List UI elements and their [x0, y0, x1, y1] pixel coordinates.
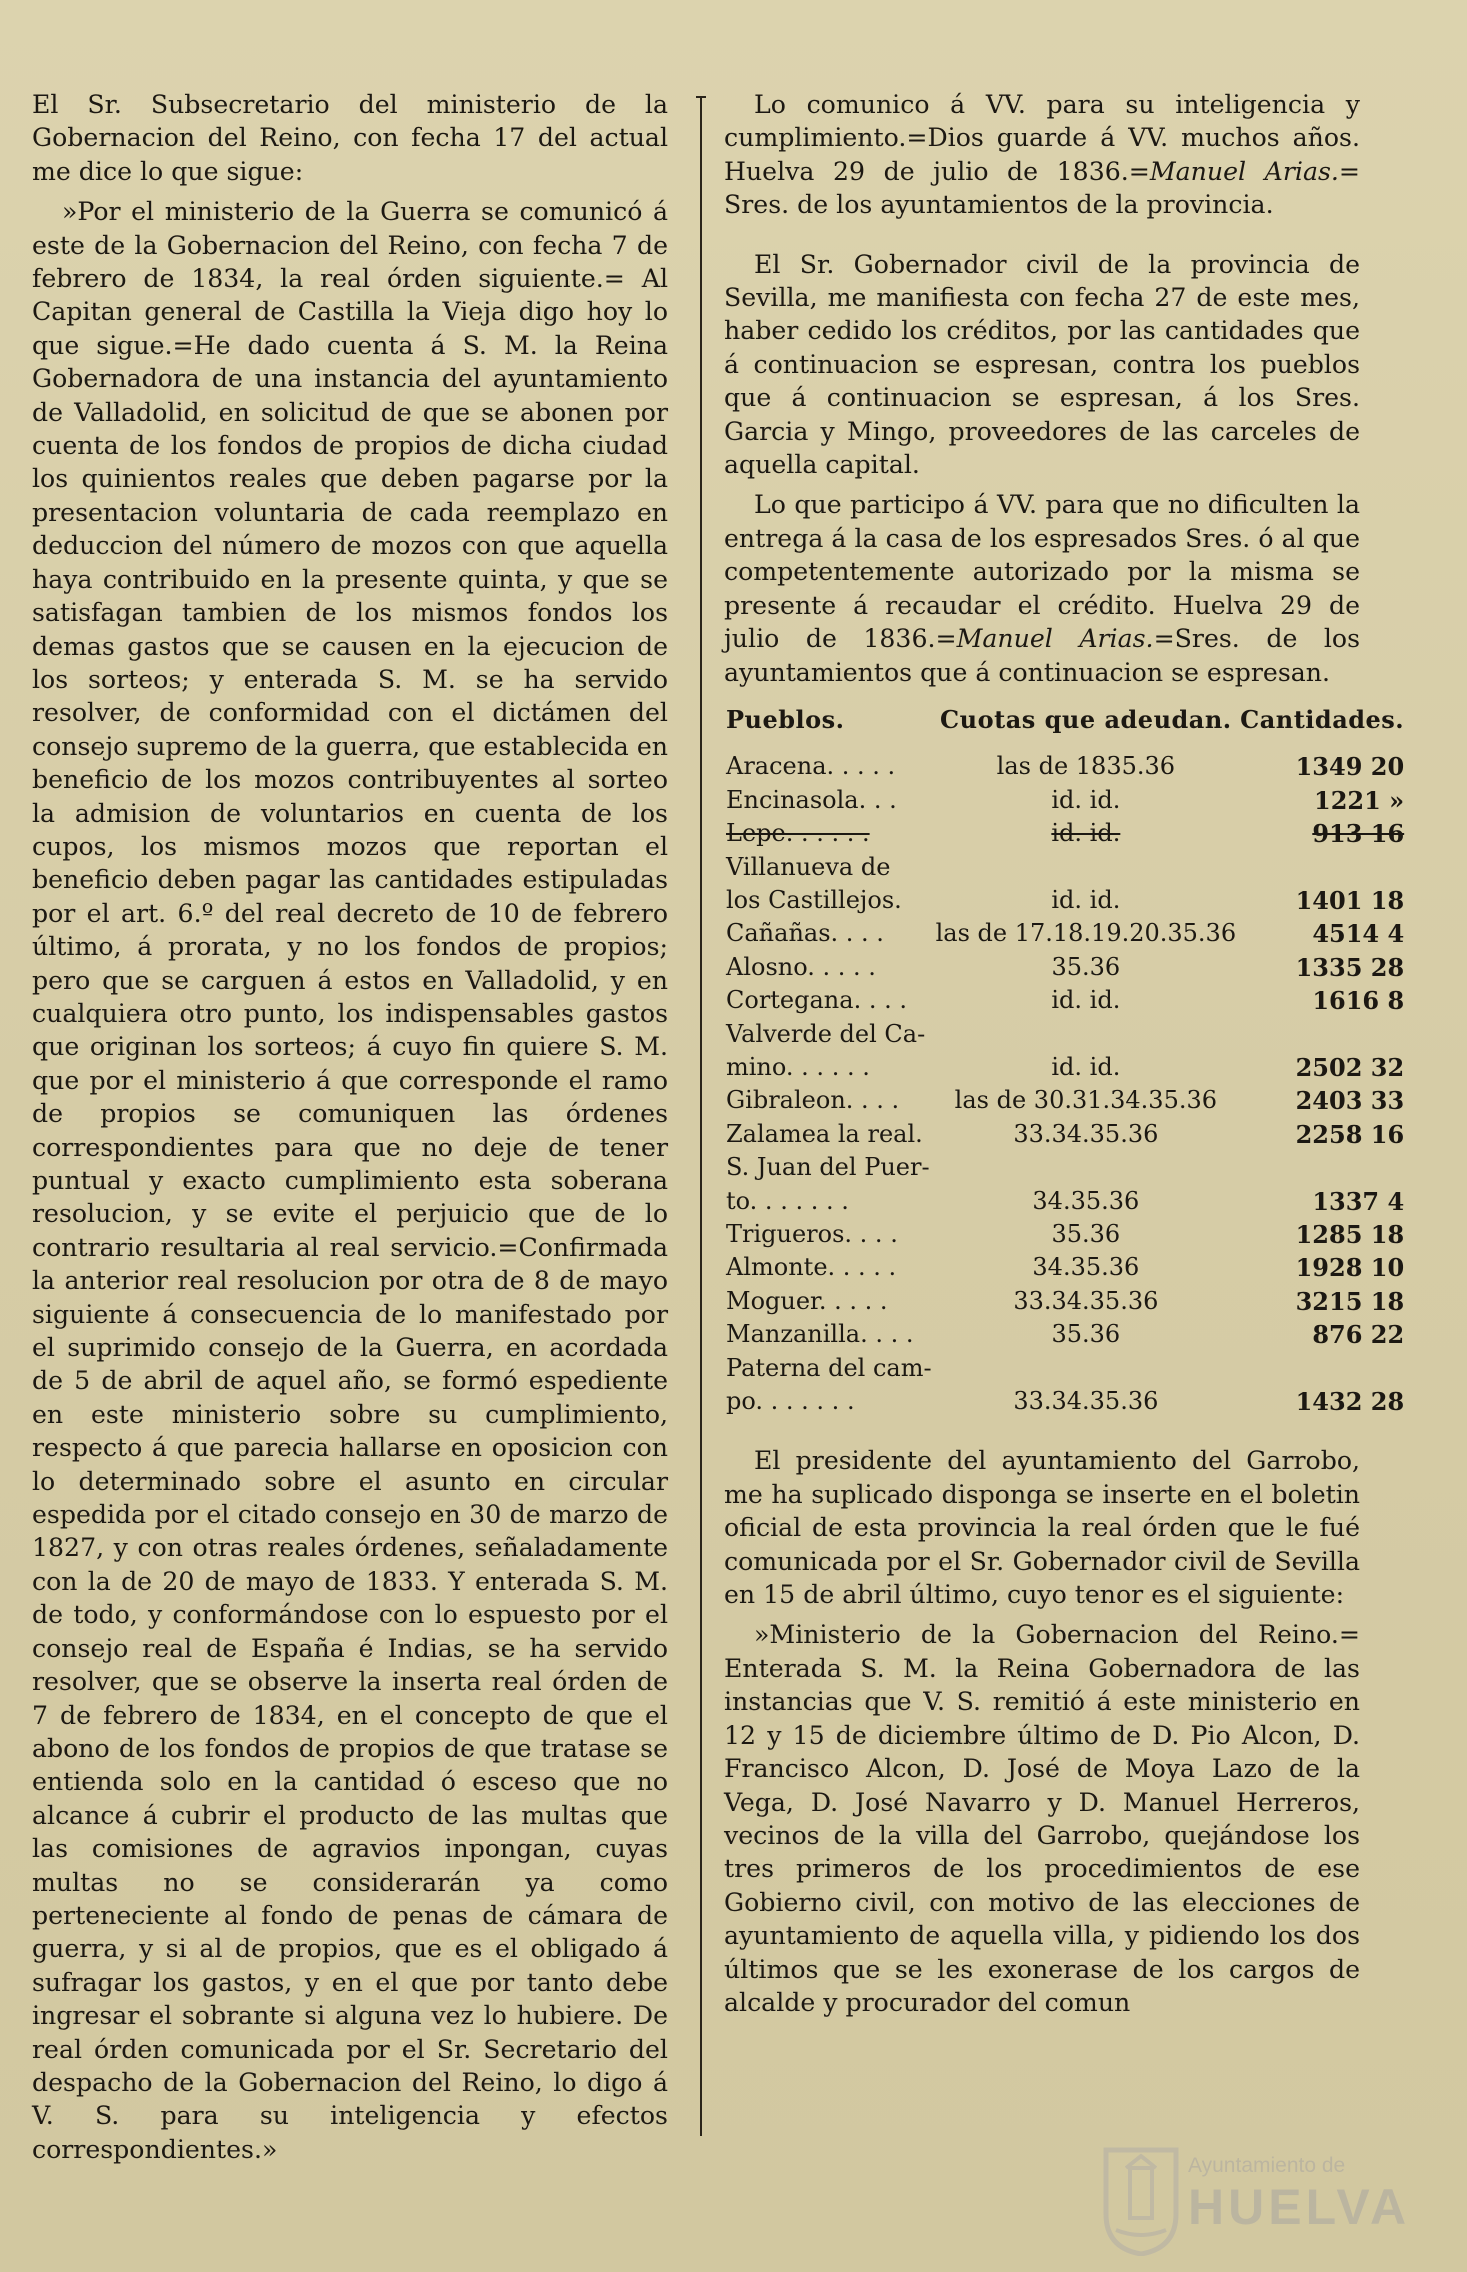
watermark-line-1: Ayuntamiento de	[1188, 2154, 1346, 2177]
table-row: Valverde del Ca-	[726, 1019, 926, 1048]
table-row: Lepe. . . . . . id. id. 913 16	[726, 819, 1405, 849]
watermark-logo	[1100, 2140, 1411, 2260]
left-paragraph-1: El Sr. Subsecretario del ministerio de la Gobernacion del Reino, con fecha 17 del actual me dice lo que sigue:	[32, 90, 668, 186]
left-column	[32, 88, 668, 2173]
table-row: Almonte. . . . . 34.35.36 1928 10	[726, 1253, 1405, 1283]
table-row: Trigueros. . . . 35.36 1285 18	[726, 1220, 1405, 1249]
header-cuotas: Cuotas que adeudan.	[940, 704, 1232, 734]
table-row: Manzanilla. . . . 35.36 876 22	[726, 1320, 1405, 1350]
table-row: po. . . . . . . 33.34.35.36 1432 28	[726, 1387, 1405, 1417]
signature-manuel-arias: Manuel Arias.	[1149, 156, 1339, 186]
table-row: Alosno. . . . . 35.36 1335 28	[726, 952, 1405, 982]
table-row: Cortegana. . . . id. id. 1616 8	[726, 986, 1405, 1016]
right-paragraph-4: El presidente del ayuntamiento del Garrobo, me ha suplicado disponga se inserte en el boletin oficial de esta provincia la real órden que le fué comunicada por el Sr. Gobernador civil de Sevilla en 15 de abril último, cuyo tenor es el siguiente:	[724, 1446, 1360, 1610]
right-paragraph-2: El Sr. Gobernador civil de la provincia de Sevilla, me manifiesta con fecha 27 de este mes, haber cedido los créditos, por las cantidades que á continuacion se espresan, contra los pueblos que á continuacion se espresan, á los Sres. Garcia y Mingo, proveedores de las carceles de aquella capital.	[724, 249, 1360, 480]
debt-table	[724, 699, 1406, 1419]
table-row: S. Juan del Puer-	[726, 1153, 930, 1182]
table-row: Paterna del cam-	[726, 1353, 932, 1382]
debt-table-header	[724, 699, 1406, 750]
right-paragraph-3: Lo que participo á VV. para que no dificulten la entrega á la casa de los espresados Sres. ó al que competentemente autorizado por la misma se presente á recaudar el crédito. Huelva 29 de julio de 1836.=Manuel Arias.=Sres. de los ayuntamientos que á continuacion se espresan.	[724, 490, 1361, 687]
table-row: Cañañas. . . . las de 17.18.19.20.35.36 4514 4	[726, 919, 1405, 949]
table-row: Aracena. . . . . las de 1835.36 1349 20	[726, 752, 1405, 782]
left-paragraph-2: »Por el ministerio de la Guerra se comunicó á este de la Gobernacion del Reino, con fecha 7 de febrero de 1834, la real órden siguiente.= Al Capitan general de Castilla la Vieja digo hoy lo que sigue.=He dado cuenta á S. M. la Reina Gobernadora de una instancia del ayuntamiento de Valladolid, en solicitud de que se abonen por cuenta de los fondos de propios de dicha ciudad los quinientos reales que deben pagarse por la presentacion voluntaria de cada reemplazo en deduccion del número de mozos con que aquella haya contribuido en la presente quinta, y que se satisfagan tambien de los mismos fondos los demas gastos que se causen en la ejecucion de los sorteos; y enterada S. M. se ha servido resolver, de conformidad con el dictámen del consejo supremo de la guerra, que establecida en beneficio de los mozos contribuyentes al sorteo la admision de voluntarios en cuenta de los cupos, los mismos mozos que reportan el beneficio deben pagar las cantidades estipuladas por el art. 6.º del real decreto de 10 de febrero último, á prorata, y no los fondos de propios; pero que se carguen á estos en Valladolid, y en cualquiera otro punto, los indispensables gastos que originan los sorteos; á cuyo fin quiere S. M. que por el ministerio á que corresponde el ramo de propios se comuniquen las órdenes correspondientes para que no deje de tener puntual y exacto cumplimiento esta soberana resolucion, y se evite el perjuicio que de lo contrario resultaria al real servicio.=Confirmada la anterior real resolucion por otra de 8 de mayo siguiente á consecuencia de lo manifestado por el suprimido consejo de la Guerra, en acordada de 5 de abril de aquel año, se formó espediente en este ministerio sobre su cumplimiento, respecto á que parecia hallarse en oposicion con lo determinado sobre el asunto en circular espedida por el citado consejo en 30 de marzo de 1827, y con otras reales órdenes, señaladamente con la de 20 de mayo de 1833. Y enterada S. M. de todo, y conformándose con lo espuesto por el consejo real de España é Indias, se ha servido resolver, que se observe la inserta real órden de 7 de febrero de 1834, en el concepto de que el abono de los fondos de propios de que tratase se entienda solo en la cantidad ó esceso que no alcance á cubrir el producto de las multas que las comisiones de agravios inpongan, cuyas multas no se considerarán ya como perteneciente al fondo de penas de cámara de guerra, y si al de propios, que es el obligado á sufragar los gastos, y en el que por tanto debe ingresar el sobrante si alguna vez lo hubiere. De real órden comunicada por el Sr. Secretario del despacho de la Gobernacion del Reino, lo digo á V. S. para su inteligencia y efectos correspondientes.»	[32, 197, 668, 2164]
signature-manuel-arias-2: Manuel Arias.	[956, 624, 1154, 654]
header-cantidades: Cantidades.	[1240, 704, 1405, 734]
table-row: Moguer. . . . . 33.34.35.36 3215 18	[726, 1286, 1405, 1316]
table-row: Zalamea la real. 33.34.35.36 2258 16	[726, 1119, 1405, 1149]
table-row: Encinasola. . . id. id. 1221 »	[726, 785, 1405, 815]
header-pueblos: Pueblos.	[726, 704, 845, 734]
table-row: los Castillejos. id. id. 1401 18	[726, 885, 1405, 915]
table-row: Gibraleon. . . . las de 30.31.34.35.36 2403 33	[726, 1086, 1405, 1116]
right-paragraph-1: Lo comunico á VV. para su inteligencia y cumplimiento.=Dios guarde á VV. muchos años. Huelva 29 de julio de 1836.=Manuel Arias.= Sres. de los ayuntamientos de la provincia.	[724, 90, 1360, 220]
table-row: mino. . . . . . id. id. 2502 32	[726, 1052, 1405, 1082]
watermark-line-2: HUELVA	[1188, 2179, 1411, 2235]
city-seal-icon	[1100, 2144, 1182, 2256]
column-divider	[700, 96, 702, 2136]
table-row: Villanueva de	[726, 852, 891, 881]
right-paragraph-5: »Ministerio de la Gobernacion del Reino.= Enterada S. M. la Reina Gobernadora de las instancias que V. S. remitió á este ministerio en 12 y 15 de diciembre último de D. Pio Alcon, D. Francisco Alcon, D. José de Moya Lazo de la Vega, D. José Navarro y D. Manuel Herreros, vecinos de la villa del Garrobo, quejándose los tres primeros de los procedimientos de ese Gobierno civil, con motivo de las elecciones de ayuntamiento de aquella villa, y pidiendo los dos últimos que se les exonerase de los cargos de alcalde y procurador del comun	[724, 1620, 1360, 2017]
table-row: to. . . . . . . 34.35.36 1337 4	[726, 1186, 1405, 1216]
right-column	[724, 88, 1405, 2026]
